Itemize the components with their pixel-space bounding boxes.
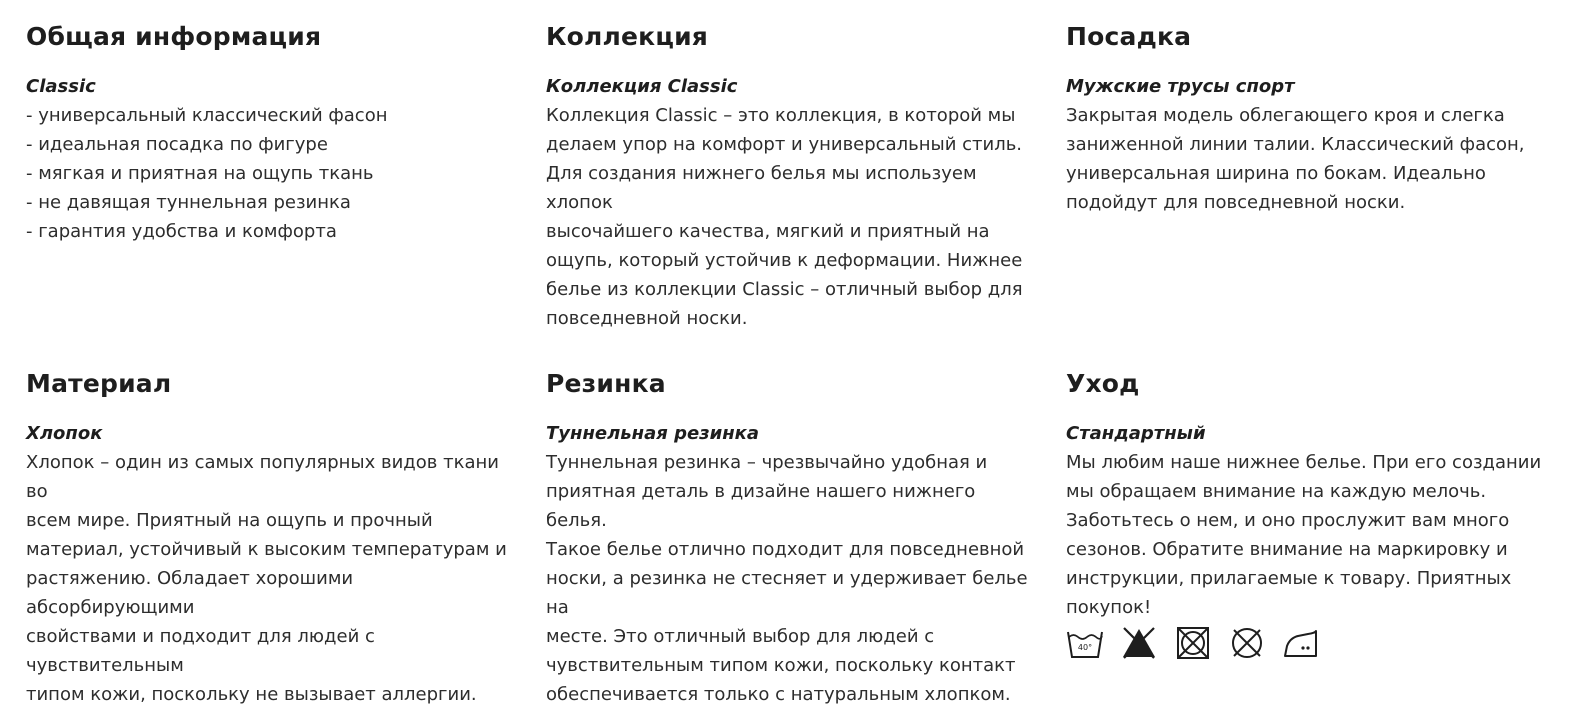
section-title: Уход — [1066, 369, 1140, 398]
section-title: Общая информация — [26, 22, 322, 51]
section-title: Посадка — [1066, 22, 1192, 51]
svg-text:40°: 40° — [1077, 643, 1093, 652]
care-icons — [1066, 626, 1566, 660]
wash-40-icon — [1066, 626, 1104, 660]
section-body: Мы любим наше нижнее белье. При его создании мы обращаем внимание на каждую мелочь. Заботьтесь о нем, и оно прослужит вам много сезонов. Обратите внимание на маркировку и инструкции, прилагаемые к товару. Приятных покупок! — [1066, 452, 1542, 618]
section-subtitle: Хлопок — [26, 423, 103, 444]
material-section — [26, 347, 546, 705]
section-body: Коллекция Classic – это коллекция, в которой мы делаем упор на комфорт и универсальный стиль. Для создания нижнего белья мы используем хлопок высочайшего качества, мягкий и приятный на ощупь, который устойчив к деформации. Нижнее белье из коллекции Classic – отличный выбор для повседневной носки. — [546, 105, 1023, 329]
section-title: Материал — [26, 369, 172, 398]
no-tumble-dry-icon — [1174, 626, 1212, 660]
no-dry-clean-icon — [1228, 626, 1266, 660]
section-body: Туннельная резинка – чрезвычайно удобная и приятная деталь в дизайне нашего нижнего белья. Такое белье отлично подходит для повседневной носки, а резинка не стесняет и удерживает белье на месте. Это отличный выбор для людей с чувствительным типом кожи, поскольку контакт обеспечивается только с натуральным хлопком. — [546, 452, 1028, 705]
no-bleach-icon — [1120, 626, 1158, 660]
product-info-grid — [26, 0, 1566, 705]
section-subtitle: Стандартный — [1066, 423, 1206, 444]
section-title: Коллекция — [546, 22, 709, 51]
section-body: Закрытая модель облегающего кроя и слегка заниженной линии талии. Классический фасон, универсальная ширина по бокам. Идеально подойдут для повседневной носки. — [1066, 105, 1525, 213]
section-subtitle: Classic — [26, 76, 96, 97]
fit-section — [1066, 0, 1566, 347]
general-info-section — [26, 0, 546, 347]
elastic-section — [546, 347, 1066, 705]
collection-section — [546, 0, 1066, 347]
section-title: Резинка — [546, 369, 666, 398]
iron-low-icon — [1282, 626, 1320, 660]
care-section — [1066, 347, 1566, 697]
section-body: Хлопок – один из самых популярных видов ткани во всем мире. Приятный на ощупь и прочный материал, устойчивый к высоким температурам и растяжению. Обладает хорошими абсорбирующими свойствами и подходит для людей с чувствительным типом кожи, поскольку не вызывает аллергии. — [26, 452, 507, 705]
section-subtitle: Мужские трусы спорт — [1066, 76, 1295, 97]
section-subtitle: Туннельная резинка — [546, 423, 760, 444]
section-subtitle: Коллекция Classic — [546, 76, 738, 97]
section-body: - универсальный классический фасон - идеальная посадка по фигуре - мягкая и приятная на ощупь ткань - не давящая туннельная резинка - гарантия удобства и комфорта — [26, 105, 388, 242]
